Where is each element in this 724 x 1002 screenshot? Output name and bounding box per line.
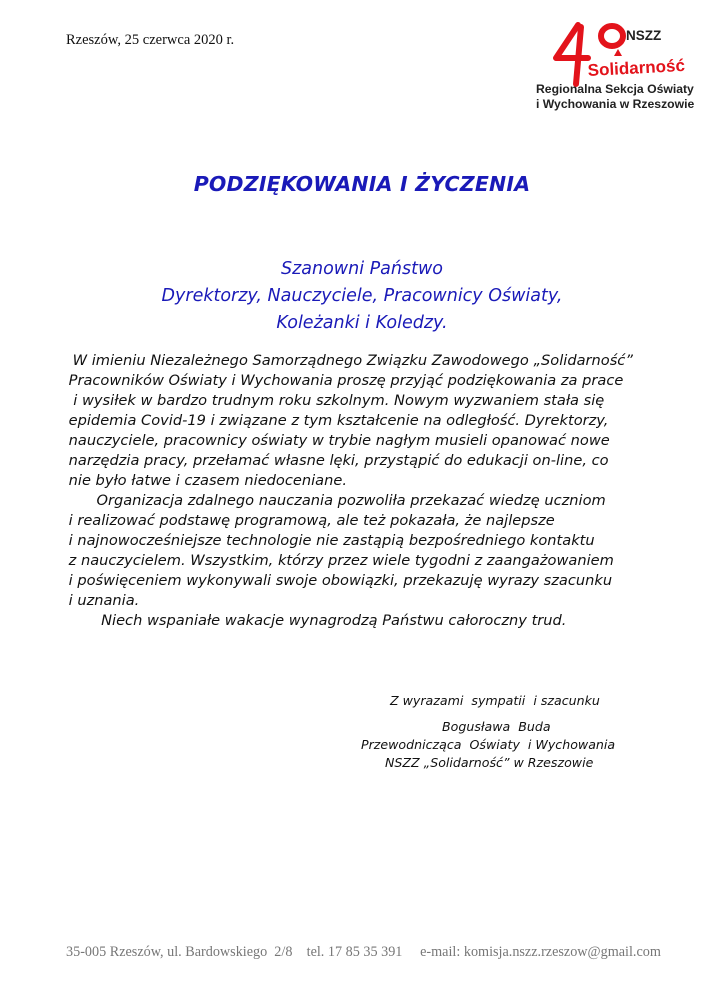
body-line: W imieniu Niezależnego Samorządnego Związku Zawodowego „Solidarność” — [68, 352, 633, 369]
signatory-position: Przewodnicząca Oświaty i Wychowania — [361, 737, 616, 752]
signatory-name: Bogusława Buda — [442, 719, 551, 734]
body-line: narzędzia pracy, przełamać własne lęki, przystąpić do edukacji on-line, co — [64, 452, 609, 469]
nszz-solidarnosc-logo — [536, 22, 698, 114]
body-line: epidemia Covid-19 i związane z tym kształcenie na odległość. Dyrektorzy, — [64, 412, 609, 429]
body-line: i najnowocześniejsze technologie nie zastąpią bezpośredniego kontaktu — [64, 532, 595, 549]
logo-organization-name — [536, 82, 701, 111]
signatory-organization: NSZZ „Solidarność” w Rzeszowie — [385, 755, 594, 770]
logo-org-line-1: Regionalna Sekcja Oświaty — [536, 82, 694, 96]
closing-phrase: Z wyrazami sympatii i szacunku — [390, 693, 600, 708]
letter-body — [0, 351, 700, 631]
greeting-line-1: Szanowni Państwo — [280, 259, 443, 279]
logo-nszz-text: NSZZ — [626, 28, 662, 43]
body-line: i uznania. — [64, 592, 140, 609]
letter-date: Rzeszów, 25 czerwca 2020 r. — [66, 32, 235, 48]
svg-text:Solidarność: Solidarność — [587, 55, 686, 80]
body-line: i poświęceniem wykonywali swoje obowiązki, przekazuję wyrazy szacunku — [64, 572, 613, 589]
document-title: PODZIĘKOWANIA I ŻYCZENIA — [193, 172, 531, 196]
footer-contact: 35-005 Rzeszów, ul. Bardowskiego 2/8 tel. 17 85 35 391 e-mail: komisja.nszz.rzeszow@gmail.com — [66, 944, 661, 960]
body-line: z nauczycielem. Wszystkim, którzy przez wiele tygodni z zaangażowaniem — [64, 552, 614, 569]
body-line: Organizacja zdalnego nauczania pozwoliła przekazać wiedzę uczniom — [64, 492, 606, 509]
body-line: i realizować podstawę programową, ale też pokazała, że najlepsze — [64, 512, 555, 529]
body-line: Pracowników Oświaty i Wychowania proszę przyjąć podziękowania za prace — [64, 372, 624, 389]
logo-org-line-2: i Wychowania w Rzeszowie — [536, 96, 695, 111]
body-line: nie było łatwe i czasem niedoceniane. — [64, 472, 347, 489]
body-line: i wysiłek w bardzo trudnym roku szkolnym. Nowym wyzwaniem stała się — [64, 392, 605, 409]
greeting-line-3: Koleżanki i Koledzy. — [276, 313, 448, 333]
body-line: Niech wspaniałe wakacje wynagrodzą Państwu całoroczny trud. — [64, 612, 567, 629]
body-line: nauczyciele, pracownicy oświaty w trybie nagłym musieli opanować nowe — [64, 432, 610, 449]
greeting-line-2: Dyrektorzy, Nauczyciele, Pracownicy Oświaty, — [161, 286, 563, 306]
